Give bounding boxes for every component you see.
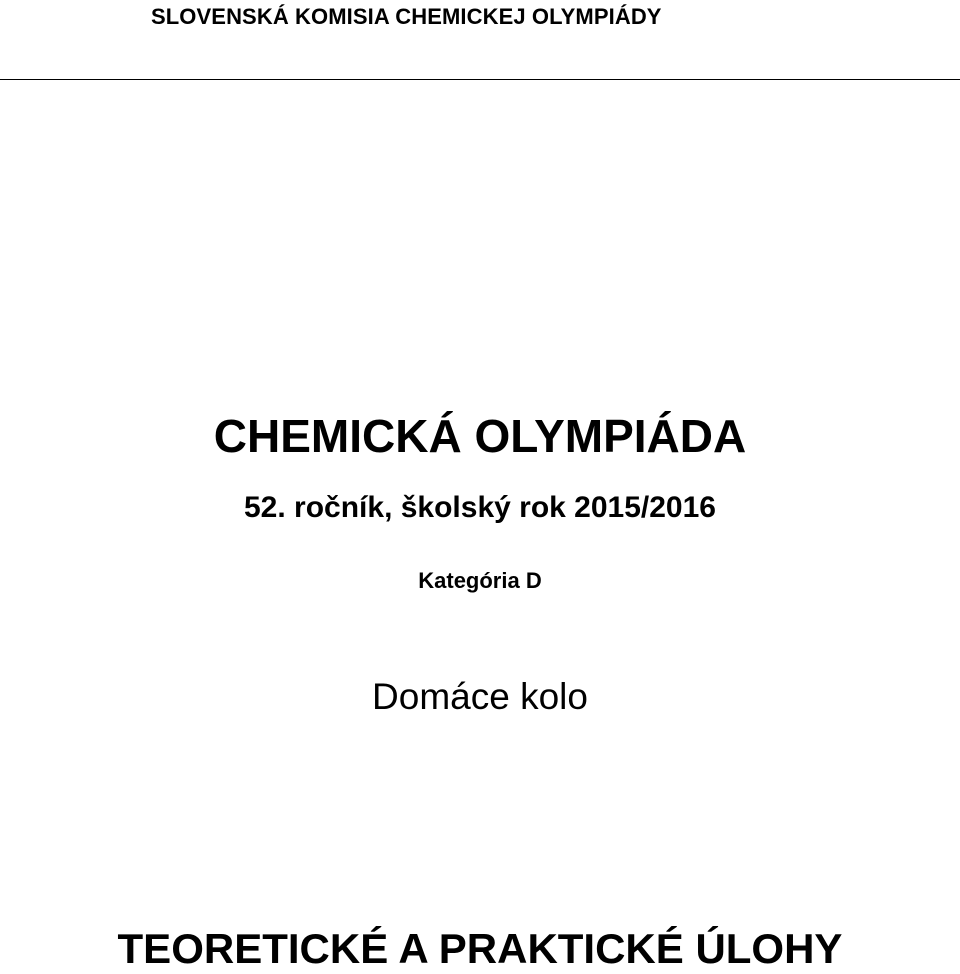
- year-info: 52. ročník, školský rok 2015/2016: [244, 491, 716, 524]
- document-title: CHEMICKÁ OLYMPIÁDA: [213, 410, 747, 462]
- tasks-heading: TEORETICKÉ A PRAKTICKÉ ÚLOHY: [117, 925, 843, 972]
- header-divider: [0, 79, 960, 80]
- category-label: Kategória D: [418, 568, 542, 593]
- round-label: Domáce kolo: [372, 676, 588, 717]
- organization-header: SLOVENSKÁ KOMISIA CHEMICKEJ OLYMPIÁDY: [151, 4, 662, 29]
